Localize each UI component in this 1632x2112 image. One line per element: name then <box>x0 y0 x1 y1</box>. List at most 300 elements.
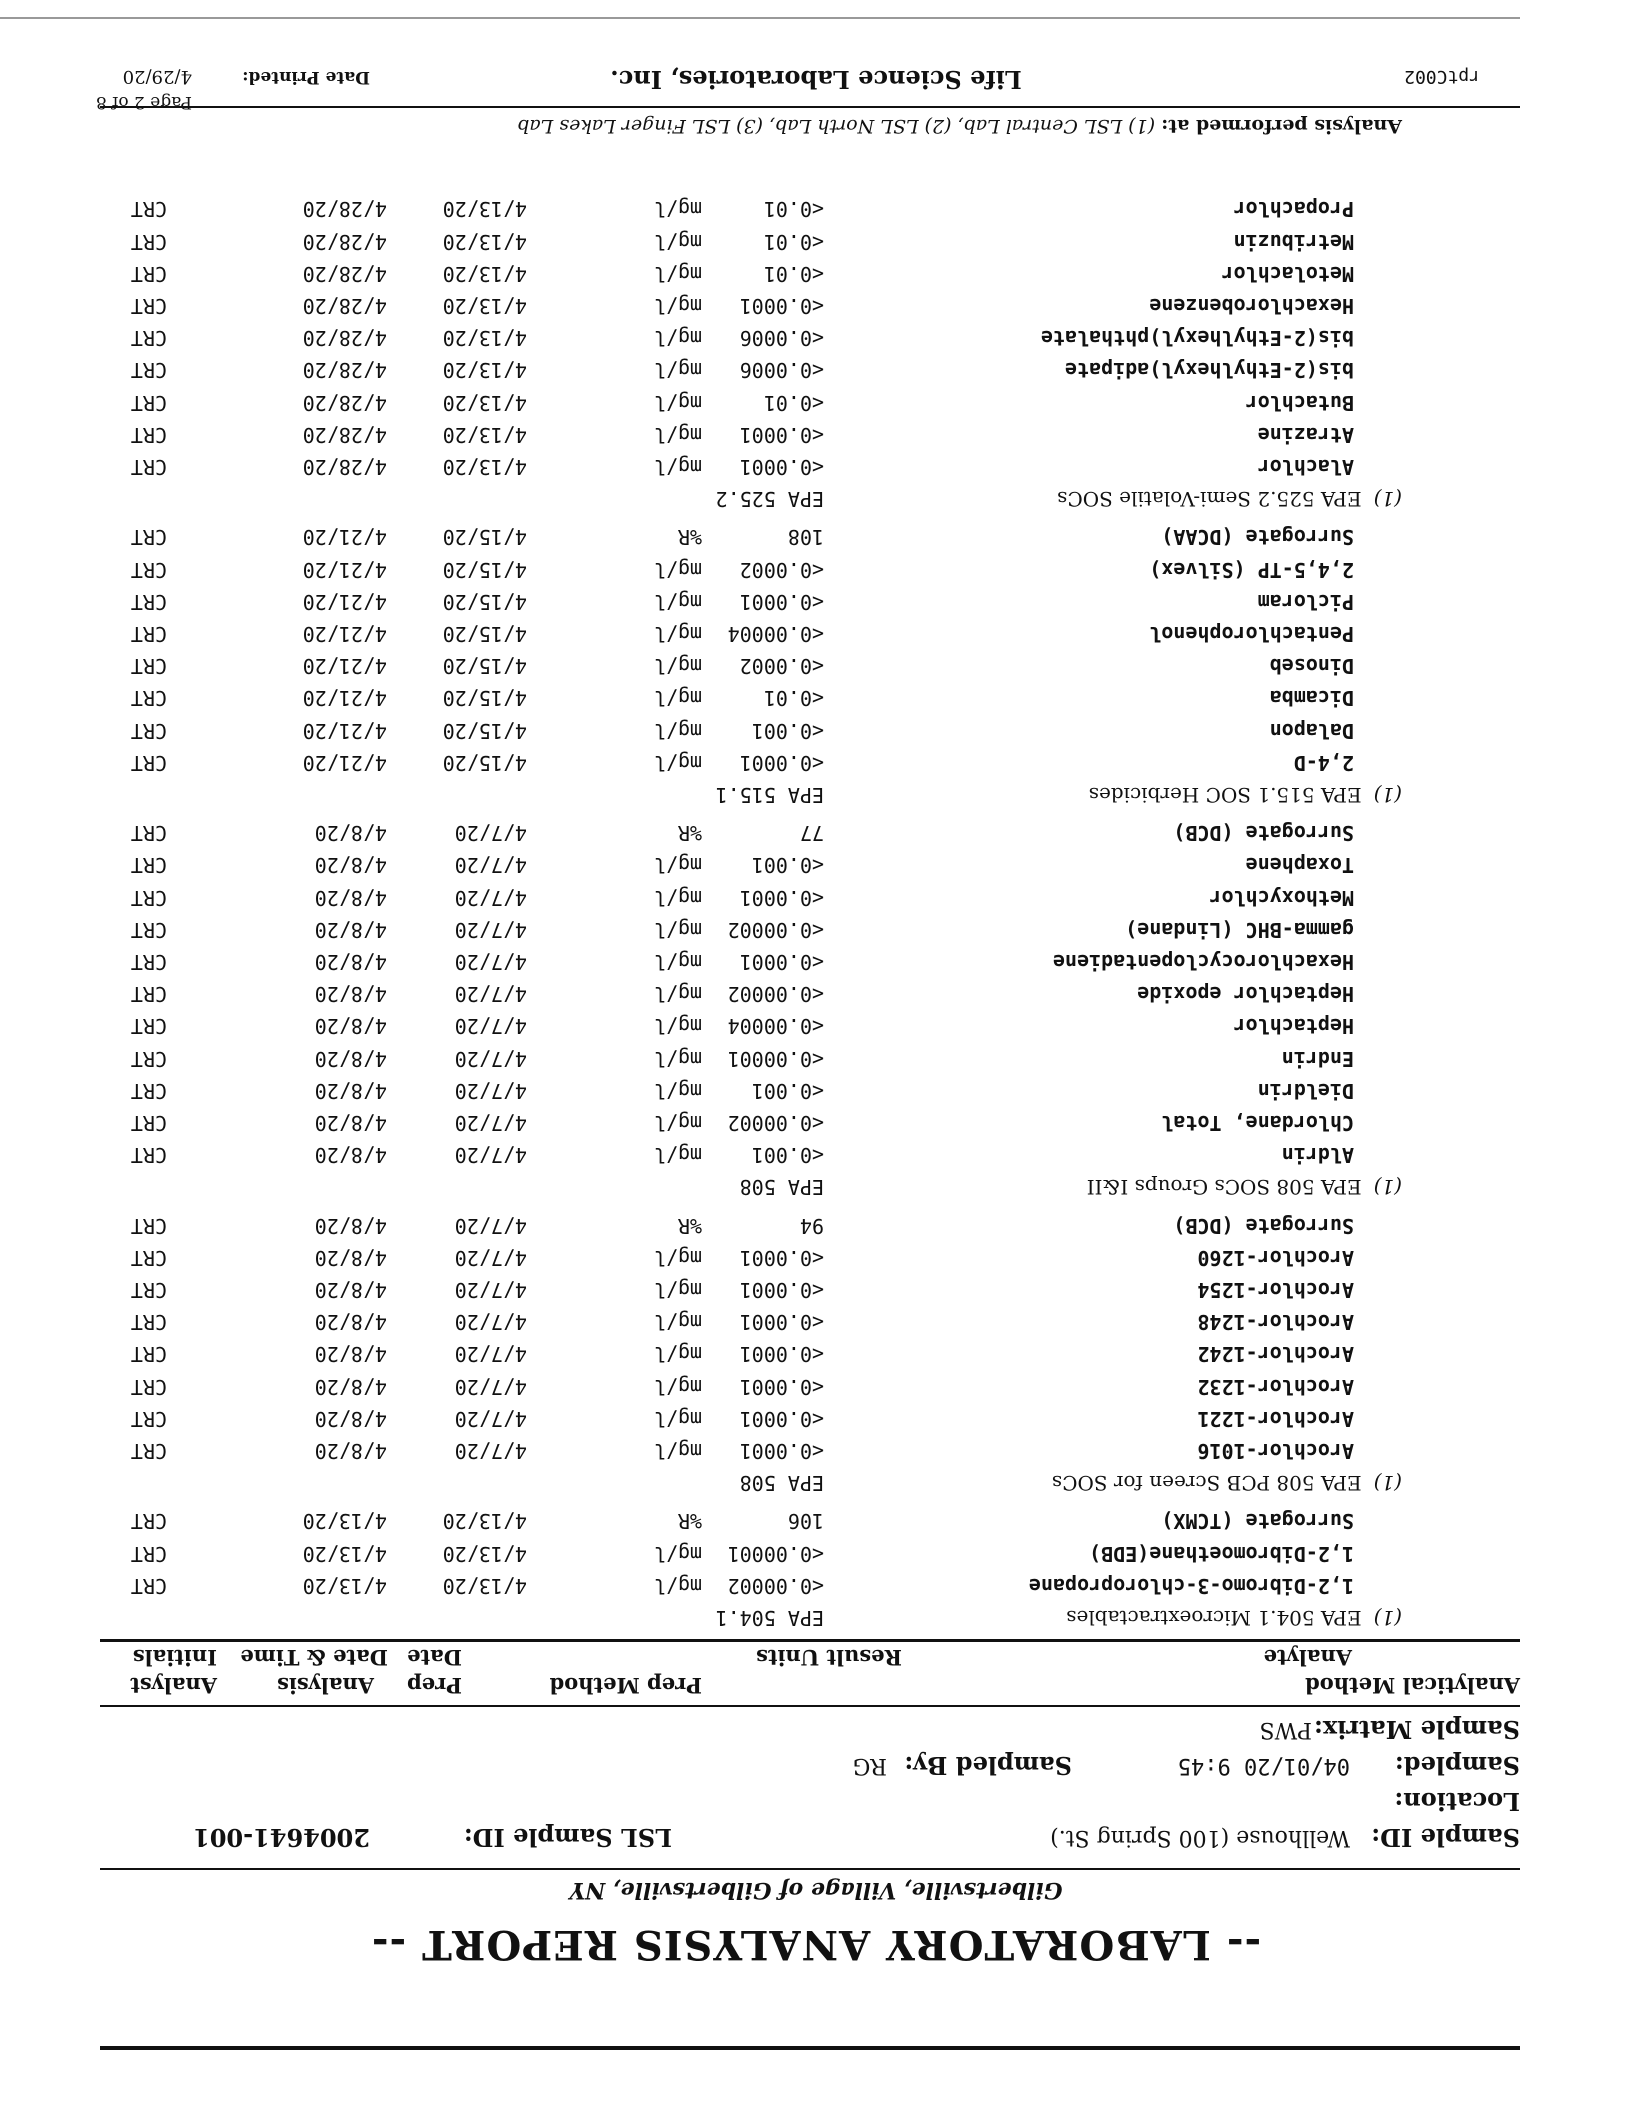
analysis-date-cell: 4/28/20 <box>302 326 387 351</box>
units-cell: mg/l <box>653 718 702 743</box>
analyte-cell: Metolachlor <box>1221 261 1354 286</box>
result-cell: <0.01 <box>763 261 824 286</box>
scan-edge-line <box>0 17 1520 19</box>
analyte-cell: Dieldrin <box>1257 1078 1354 1103</box>
analyte-cell: Arochlor-1248 <box>1197 1310 1354 1335</box>
analyte-cell: 2,4-D <box>1293 750 1354 775</box>
analyst-initials-cell: CRT <box>130 622 167 646</box>
result-cell: <0.001 <box>751 1143 824 1168</box>
units-cell: mg/l <box>653 1342 702 1367</box>
lab-code: (1) <box>1373 1471 1402 1496</box>
analyst-initials-cell: CRT <box>130 589 167 614</box>
col-prep-method: Prep Method <box>549 1673 702 1698</box>
analysis-date-cell: 4/28/20 <box>302 422 387 447</box>
table-row <box>0 815 1632 845</box>
table-row <box>0 1401 1632 1431</box>
table-row <box>0 1568 1632 1598</box>
lab-code: (1) <box>1373 783 1402 807</box>
analyte-cell: Endrin <box>1281 1046 1354 1071</box>
prep-date-cell: 4/7/20 <box>454 1213 527 1238</box>
sample-id-label: Sample ID: <box>1371 1823 1520 1852</box>
analyte-cell: bis(2-Ethylhexyl)phthalate <box>1040 326 1354 351</box>
analyst-initials-cell: CRT <box>130 686 167 711</box>
units-cell: mg/l <box>653 654 702 679</box>
result-cell: <0.01 <box>763 229 824 254</box>
col-result-units: Result Units <box>756 1645 902 1670</box>
section-method: EPA 508 <box>739 1175 824 1200</box>
result-cell: <0.0001 <box>739 422 824 447</box>
analyst-initials-cell: CRT <box>130 1046 167 1071</box>
table-row <box>0 912 1632 942</box>
prep-date-cell: 4/15/20 <box>442 622 527 646</box>
analyte-cell: Butachlor <box>1245 390 1354 415</box>
analyte-cell: Metribuzin <box>1233 229 1354 254</box>
analyte-cell: Arochlor-1016 <box>1197 1439 1354 1463</box>
table-row <box>0 648 1632 678</box>
analysis-performed-note <box>517 115 1402 137</box>
section-name: EPA 515.1 SOC Herbicides <box>1088 783 1362 807</box>
section-header <box>0 777 1632 807</box>
table-row <box>0 288 1632 318</box>
units-cell: mg/l <box>653 1014 702 1039</box>
analyte-cell: 2,4,5-TP (Silvex) <box>1149 557 1354 582</box>
analysis-date-cell: 4/8/20 <box>314 821 387 846</box>
table-row <box>0 1041 1632 1071</box>
section-title <box>1066 1606 1402 1630</box>
matrix-rule <box>100 1705 1520 1707</box>
analyst-initials-cell: CRT <box>130 557 167 582</box>
prep-date-cell: 4/15/20 <box>442 750 527 775</box>
units-cell: mg/l <box>653 390 702 415</box>
analyst-initials-cell: CRT <box>130 229 167 254</box>
table-row <box>0 1369 1632 1399</box>
analyte-cell: Propachlor <box>1233 197 1354 222</box>
analysis-date-cell: 4/28/20 <box>302 455 387 479</box>
table-row <box>0 1208 1632 1238</box>
prep-date-cell: 4/15/20 <box>442 686 527 711</box>
units-cell: mg/l <box>653 686 702 711</box>
units-cell: %R <box>677 1213 702 1238</box>
analyst-initials-cell: CRT <box>130 1245 167 1270</box>
col-analysis: Analysis <box>277 1673 374 1698</box>
prep-date-cell: 4/7/20 <box>454 1278 527 1302</box>
lab-code: (1) <box>1373 1175 1402 1200</box>
col-date-time: Date & Time <box>240 1645 388 1670</box>
table-row <box>0 519 1632 549</box>
analysis-date-cell: 4/28/20 <box>302 390 387 415</box>
analyst-initials-cell: CRT <box>130 1573 167 1598</box>
analyst-initials-cell: CRT <box>130 455 167 479</box>
analysis-date-cell: 4/8/20 <box>314 1111 387 1135</box>
analysis-date-cell: 4/8/20 <box>314 950 387 974</box>
lsl-sample-id-label: LSL Sample ID: <box>463 1823 672 1852</box>
section-title <box>1057 487 1402 511</box>
prep-date-cell: 4/13/20 <box>442 229 527 254</box>
analyst-initials-cell: CRT <box>130 1143 167 1168</box>
analyst-initials-cell: CRT <box>130 982 167 1007</box>
units-cell: mg/l <box>653 1406 702 1431</box>
analysis-date-cell: 4/28/20 <box>302 229 387 254</box>
result-cell: <0.0001 <box>739 1439 824 1463</box>
section-title <box>1052 1471 1402 1495</box>
prep-date-cell: 4/7/20 <box>454 853 527 878</box>
table-row <box>0 1503 1632 1533</box>
result-cell: <0.0001 <box>739 1245 824 1270</box>
analyte-cell: Atrazine <box>1257 422 1354 447</box>
analyte-cell: bis(2-Ethylhexyl)adipate <box>1065 358 1354 383</box>
table-row <box>0 1304 1632 1334</box>
analyst-initials-cell: CRT <box>130 1213 167 1238</box>
analyte-cell: Arochlor-1260 <box>1197 1245 1354 1270</box>
analyte-cell: Dicamba <box>1269 686 1354 711</box>
analyte-cell: Heptachlor <box>1233 1014 1354 1039</box>
prep-date-cell: 4/13/20 <box>442 197 527 222</box>
result-cell: 77 <box>799 821 824 846</box>
analysis-date-cell: 4/8/20 <box>314 1014 387 1039</box>
table-row <box>0 352 1632 382</box>
analyte-cell: Arochlor-1254 <box>1197 1278 1354 1302</box>
analysis-date-cell: 4/13/20 <box>302 1573 387 1598</box>
result-cell: <0.00002 <box>727 1111 824 1135</box>
header-rule <box>100 1639 1520 1642</box>
sampled-by-label: Sampled By: <box>904 1751 1072 1780</box>
section-name: EPA 504.1 Microextractables <box>1066 1606 1362 1630</box>
prep-date-cell: 4/13/20 <box>442 326 527 351</box>
analyst-initials-cell: CRT <box>130 950 167 974</box>
analysis-date-cell: 4/21/20 <box>302 654 387 679</box>
analyst-initials-cell: CRT <box>130 1541 167 1566</box>
section-header <box>0 1465 1632 1495</box>
analyte-cell: Surrogate (DCB) <box>1173 821 1354 846</box>
sampled-label: Sampled: <box>1394 1751 1520 1780</box>
units-cell: mg/l <box>653 261 702 286</box>
analyte-cell: Aldrin <box>1281 1143 1354 1168</box>
date-printed-label: Date Printed: <box>242 67 370 87</box>
units-cell: %R <box>677 1509 702 1534</box>
analyst-initials-cell: CRT <box>130 885 167 910</box>
analyst-initials-cell: CRT <box>130 1310 167 1335</box>
sampled-by-value: RG <box>852 1753 887 1778</box>
analyst-initials-cell: CRT <box>130 1278 167 1302</box>
analyst-initials-cell: CRT <box>130 718 167 743</box>
result-cell: <0.0001 <box>739 455 824 479</box>
sample-matrix-value: PWS <box>1259 1717 1312 1742</box>
table-row <box>0 584 1632 614</box>
prep-date-cell: 4/7/20 <box>454 1439 527 1463</box>
analyst-initials-cell: CRT <box>130 358 167 383</box>
analyst-initials-cell: CRT <box>130 1439 167 1463</box>
units-cell: mg/l <box>653 917 702 942</box>
table-row <box>0 944 1632 974</box>
result-cell: <0.00001 <box>727 1046 824 1071</box>
analysis-date-cell: 4/21/20 <box>302 718 387 743</box>
result-cell: <0.0001 <box>739 885 824 910</box>
table-row <box>0 616 1632 646</box>
client-name: Gilbertsville, Village of Gilbertsville, NY <box>569 1877 1063 1903</box>
analyte-cell: Surrogate (DCB) <box>1173 1213 1354 1238</box>
analyte-cell: Toxaphene <box>1245 853 1354 878</box>
analysis-date-cell: 4/8/20 <box>314 1342 387 1367</box>
units-cell: mg/l <box>653 358 702 383</box>
client-rule <box>100 1868 1520 1870</box>
result-cell: <0.00002 <box>727 917 824 942</box>
table-row <box>0 680 1632 710</box>
analyte-cell: Surrogate (DCAA) <box>1161 525 1354 550</box>
units-cell: mg/l <box>653 885 702 910</box>
result-cell: <0.0001 <box>739 1278 824 1302</box>
units-cell: mg/l <box>653 982 702 1007</box>
date-printed-value: 4/29/20 <box>122 66 192 87</box>
analyst-initials-cell: CRT <box>130 525 167 550</box>
result-cell: <0.0001 <box>739 1310 824 1335</box>
result-cell: <0.01 <box>763 390 824 415</box>
analysis-date-cell: 4/8/20 <box>314 982 387 1007</box>
top-rule <box>100 2046 1520 2050</box>
section-name: EPA 508 SOCs Groups I&II <box>1086 1175 1362 1200</box>
result-cell: 108 <box>787 525 824 550</box>
units-cell: mg/l <box>653 326 702 351</box>
analyte-cell: Methoxychlor <box>1209 885 1354 910</box>
units-cell: mg/l <box>653 1310 702 1335</box>
result-cell: <0.0001 <box>739 1406 824 1431</box>
analysis-date-cell: 4/21/20 <box>302 589 387 614</box>
result-cell: <0.001 <box>751 853 824 878</box>
prep-date-cell: 4/7/20 <box>454 1374 527 1399</box>
result-cell: <0.0006 <box>739 326 824 351</box>
table-row <box>0 191 1632 221</box>
units-cell: mg/l <box>653 294 702 318</box>
col-prep: Prep <box>407 1673 462 1698</box>
lsl-sample-id-value: 2004641-001 <box>193 1823 370 1852</box>
analyte-cell: Pentachlorophenol <box>1149 622 1354 646</box>
units-cell: mg/l <box>653 1078 702 1103</box>
section-method: EPA 515.1 <box>715 783 824 807</box>
result-cell: <0.0006 <box>739 358 824 383</box>
analyst-initials-cell: CRT <box>130 422 167 447</box>
analyst-initials-cell: CRT <box>130 1078 167 1103</box>
prep-date-cell: 4/7/20 <box>454 1310 527 1335</box>
analysis-date-cell: 4/21/20 <box>302 525 387 550</box>
analyst-initials-cell: CRT <box>130 1014 167 1039</box>
units-cell: mg/l <box>653 1573 702 1598</box>
prep-date-cell: 4/7/20 <box>454 1078 527 1103</box>
analysis-date-cell: 4/21/20 <box>302 622 387 646</box>
analyst-initials-cell: CRT <box>130 261 167 286</box>
result-cell: <0.001 <box>751 1078 824 1103</box>
sample-id-value: Wellhouse (100 Spring St.) <box>1050 1825 1350 1850</box>
analysis-date-cell: 4/8/20 <box>314 1374 387 1399</box>
section-method: EPA 508 <box>739 1471 824 1496</box>
units-cell: %R <box>677 821 702 846</box>
analyte-cell: Hexachlorocyclopentadiene <box>1052 950 1354 974</box>
sampled-value: 04/01/20 9:45 <box>1177 1753 1350 1778</box>
analysis-date-cell: 4/8/20 <box>314 917 387 942</box>
analyte-cell: Hexachlorobenzene <box>1149 294 1354 318</box>
units-cell: mg/l <box>653 853 702 878</box>
analysis-date-cell: 4/28/20 <box>302 261 387 286</box>
units-cell: mg/l <box>653 1143 702 1168</box>
analyte-cell: Arochlor-1232 <box>1197 1374 1354 1399</box>
units-cell: mg/l <box>653 1541 702 1566</box>
result-cell: <0.00002 <box>727 982 824 1007</box>
result-cell: <0.0001 <box>739 750 824 775</box>
analysis-date-cell: 4/8/20 <box>314 1406 387 1431</box>
report-title: -- LABORATORY ANALYSIS REPORT -- <box>370 1921 1262 1968</box>
table-row <box>0 1240 1632 1270</box>
analysis-date-cell: 4/21/20 <box>302 750 387 775</box>
table-row <box>0 552 1632 582</box>
analyte-cell: gamma-BHC (Lindane) <box>1125 917 1354 942</box>
units-cell: mg/l <box>653 422 702 447</box>
lab-name: Life Science Laboratories, Inc. <box>610 65 1022 94</box>
result-cell: <0.0002 <box>739 654 824 679</box>
table-row <box>0 1137 1632 1167</box>
analyst-initials-cell: CRT <box>130 1374 167 1399</box>
section-method: EPA 504.1 <box>715 1606 824 1630</box>
analyte-cell: Arochlor-1242 <box>1197 1342 1354 1367</box>
analysis-date-cell: 4/8/20 <box>314 1310 387 1335</box>
analysis-date-cell: 4/13/20 <box>302 1509 387 1534</box>
col-initials: Initials <box>132 1645 217 1670</box>
prep-date-cell: 4/7/20 <box>454 1014 527 1039</box>
prep-date-cell: 4/13/20 <box>442 261 527 286</box>
analyte-cell: Surrogate (TCMX) <box>1161 1509 1354 1534</box>
result-cell: <0.01 <box>763 197 824 222</box>
analyst-initials-cell: CRT <box>130 750 167 775</box>
analysis-date-cell: 4/21/20 <box>302 557 387 582</box>
units-cell: mg/l <box>653 557 702 582</box>
table-row <box>0 880 1632 910</box>
section-title <box>1089 783 1402 807</box>
units-cell: mg/l <box>653 1439 702 1463</box>
units-cell: mg/l <box>653 1374 702 1399</box>
units-cell: mg/l <box>653 589 702 614</box>
analyte-cell: Dinoseb <box>1269 654 1354 679</box>
analysis-date-cell: 4/8/20 <box>314 1278 387 1302</box>
analysis-date-cell: 4/21/20 <box>302 686 387 711</box>
analysis-date-cell: 4/8/20 <box>314 1078 387 1103</box>
section-name: EPA 525.2 Semi-Volatile SOCs <box>1057 487 1362 512</box>
units-cell: mg/l <box>653 750 702 775</box>
analysis-date-cell: 4/28/20 <box>302 358 387 383</box>
location-label: Location: <box>1394 1787 1520 1816</box>
prep-date-cell: 4/15/20 <box>442 718 527 743</box>
analysis-date-cell: 4/28/20 <box>302 294 387 318</box>
units-cell: mg/l <box>653 1046 702 1071</box>
result-cell: <0.0001 <box>739 1342 824 1367</box>
result-cell: 106 <box>787 1509 824 1534</box>
analyte-cell: 1,2-Dibromo-3-chloropropane <box>1028 1573 1354 1598</box>
analyst-initials-cell: CRT <box>130 197 167 222</box>
units-cell: mg/l <box>653 1111 702 1135</box>
units-cell: mg/l <box>653 1278 702 1302</box>
sample-matrix-label: Sample Matrix: <box>1314 1715 1520 1744</box>
section-method: EPA 525.2 <box>715 487 824 512</box>
lab-code: (1) <box>1373 1606 1402 1630</box>
result-cell: <0.00002 <box>727 1573 824 1598</box>
section-name: EPA 508 PCB Screen for SOCs <box>1051 1471 1362 1496</box>
page-number: Page 2 of 8 <box>95 92 192 112</box>
analysis-date-cell: 4/28/20 <box>302 197 387 222</box>
analysis-date-cell: 4/8/20 <box>314 1213 387 1238</box>
footer-rule <box>100 106 1520 108</box>
prep-date-cell: 4/13/20 <box>442 294 527 318</box>
table-row <box>0 713 1632 743</box>
analysis-performed-label: Analysis performed at: <box>1161 115 1402 137</box>
units-cell: mg/l <box>653 622 702 646</box>
prep-date-cell: 4/7/20 <box>454 1342 527 1367</box>
prep-date-cell: 4/13/20 <box>442 358 527 383</box>
analyst-initials-cell: CRT <box>130 1111 167 1135</box>
col-analyst: Analyst <box>130 1673 217 1698</box>
units-cell: %R <box>677 525 702 550</box>
prep-date-cell: 4/7/20 <box>454 950 527 974</box>
units-cell: mg/l <box>653 229 702 254</box>
table-row <box>0 1336 1632 1366</box>
units-cell: mg/l <box>653 197 702 222</box>
table-row <box>0 1536 1632 1566</box>
analyte-cell: 1,2-Dibromoethane(EDB) <box>1089 1541 1354 1566</box>
result-cell: <0.00004 <box>727 1014 824 1039</box>
prep-date-cell: 4/15/20 <box>442 557 527 582</box>
table-row <box>0 1433 1632 1463</box>
analysis-date-cell: 4/8/20 <box>314 1245 387 1270</box>
analyte-cell: Chlordane, Total <box>1161 1111 1354 1135</box>
result-cell: <0.0001 <box>739 589 824 614</box>
table-row <box>0 385 1632 415</box>
table-row <box>0 745 1632 775</box>
table-row <box>0 976 1632 1006</box>
result-cell: <0.0001 <box>739 1374 824 1399</box>
prep-date-cell: 4/13/20 <box>442 1541 527 1566</box>
analyst-initials-cell: CRT <box>130 654 167 679</box>
analysis-date-cell: 4/8/20 <box>314 1143 387 1168</box>
analyte-cell: Alachlor <box>1257 455 1354 479</box>
result-cell: <0.001 <box>751 718 824 743</box>
analyst-initials-cell: CRT <box>130 1406 167 1431</box>
prep-date-cell: 4/7/20 <box>454 1245 527 1270</box>
prep-date-cell: 4/13/20 <box>442 455 527 479</box>
prep-date-cell: 4/13/20 <box>442 390 527 415</box>
col-analytical-method: Analytical Method <box>1305 1673 1520 1698</box>
table-row <box>0 1008 1632 1038</box>
analysis-date-cell: 4/8/20 <box>314 885 387 910</box>
prep-date-cell: 4/7/20 <box>454 1111 527 1135</box>
result-cell: <0.00001 <box>727 1541 824 1566</box>
table-row <box>0 1073 1632 1103</box>
analyst-initials-cell: CRT <box>130 917 167 942</box>
prep-date-cell: 4/13/20 <box>442 422 527 447</box>
prep-date-cell: 4/7/20 <box>454 917 527 942</box>
units-cell: mg/l <box>653 950 702 974</box>
prep-date-cell: 4/7/20 <box>454 1406 527 1431</box>
analyte-cell: Picloram <box>1257 589 1354 614</box>
table-row <box>0 320 1632 350</box>
col-date: Date <box>407 1645 462 1670</box>
analysis-date-cell: 4/8/20 <box>314 1046 387 1071</box>
analyst-initials-cell: CRT <box>130 853 167 878</box>
result-cell: <0.00004 <box>727 622 824 646</box>
result-cell: <0.01 <box>763 686 824 711</box>
analyst-initials-cell: CRT <box>130 294 167 318</box>
analysis-date-cell: 4/8/20 <box>314 1439 387 1463</box>
analysis-date-cell: 4/8/20 <box>314 853 387 878</box>
table-row <box>0 1105 1632 1135</box>
prep-date-cell: 4/7/20 <box>454 982 527 1007</box>
prep-date-cell: 4/7/20 <box>454 885 527 910</box>
analyst-initials-cell: CRT <box>130 1509 167 1534</box>
result-cell: <0.0002 <box>739 557 824 582</box>
